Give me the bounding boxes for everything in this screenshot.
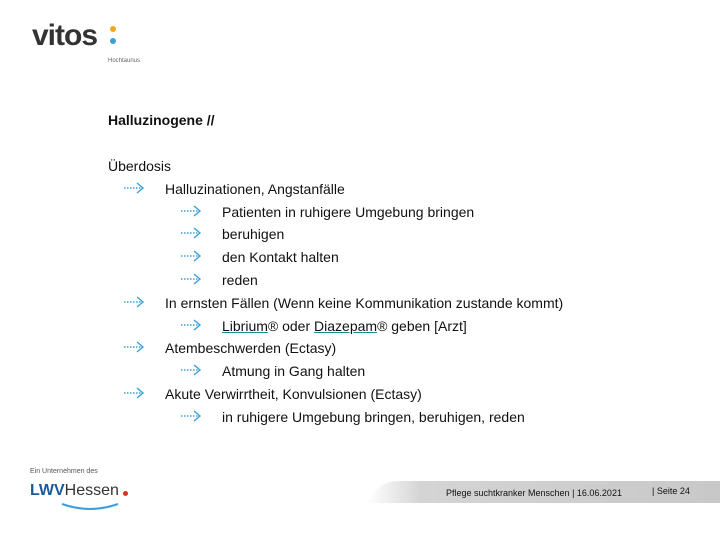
bullet-item [108,337,563,360]
slide-title: Halluzinogene // [108,112,215,128]
lwv-logo-swoosh [60,502,120,512]
vitos-logo-text: vitos [32,19,98,52]
footer-page-number: | Seite 24 [652,486,690,496]
arrow-bullet-icon [180,364,202,376]
bullet-text: Überdosis [108,158,172,174]
vitos-logo-colon [110,26,118,48]
bullet-item [108,360,563,383]
arrow-bullet-icon [180,410,202,422]
bullet-item [108,246,563,269]
lwv-company-name [30,482,119,500]
arrow-bullet-icon [180,250,202,262]
bullet-item [108,201,563,224]
drug-link[interactable]: Diazepam [314,317,378,334]
bullet-item [108,406,563,429]
lwv-prefix: LWV [30,482,65,499]
bullet-text: ® oder [267,317,315,334]
bullet-item [108,155,563,178]
lwv-company-line: Ein Unternehmen des [30,468,98,475]
arrow-bullet-icon [123,296,145,308]
arrow-bullet-icon [123,387,145,399]
arrow-bullet-icon [180,319,202,331]
bullet-text: Patienten in ruhigere Umgebung bringen [222,203,475,220]
bullet-text: reden [222,271,258,288]
bullet-item [108,223,563,246]
bullet-text: Atembeschwerden (Ectasy) [165,340,337,357]
arrow-bullet-icon [180,227,202,239]
arrow-bullet-icon [180,205,202,217]
vitos-logo [32,18,162,70]
bullet-text: ® geben [Arzt] [377,317,467,334]
arrow-bullet-icon [123,341,145,353]
bullet-text: beruhigen [222,226,285,243]
bullet-item [108,383,563,406]
bullet-text: In ernsten Fällen (Wenn keine Kommunikation zustande kommt) [165,294,564,311]
arrow-bullet-icon [123,182,145,194]
bullet-item [108,269,563,292]
bullet-text: Halluzinationen, Angstanfälle [165,180,345,197]
lwv-suffix: Hessen [64,482,119,499]
bullet-list [108,155,563,429]
arrow-bullet-icon [180,273,202,285]
vitos-logo-subtext: Hochtaunus [108,58,141,64]
footer-caption: Pflege suchtkranker Menschen | 16.06.2021 [446,488,622,498]
bullet-item [108,178,563,201]
drug-link[interactable]: Librium [222,317,268,334]
bullet-text: Atmung in Gang halten [222,363,366,380]
lwv-logo-dot [123,491,128,496]
bullet-text: den Kontakt halten [222,249,339,266]
bullet-item [108,292,563,315]
lwv-hessen-logo [30,468,140,518]
bullet-item [108,315,563,338]
bullet-text: in ruhigere Umgebung bringen, beruhigen, reden [222,408,525,425]
bullet-text: Akute Verwirrtheit, Konvulsionen (Ectasy) [165,385,422,402]
